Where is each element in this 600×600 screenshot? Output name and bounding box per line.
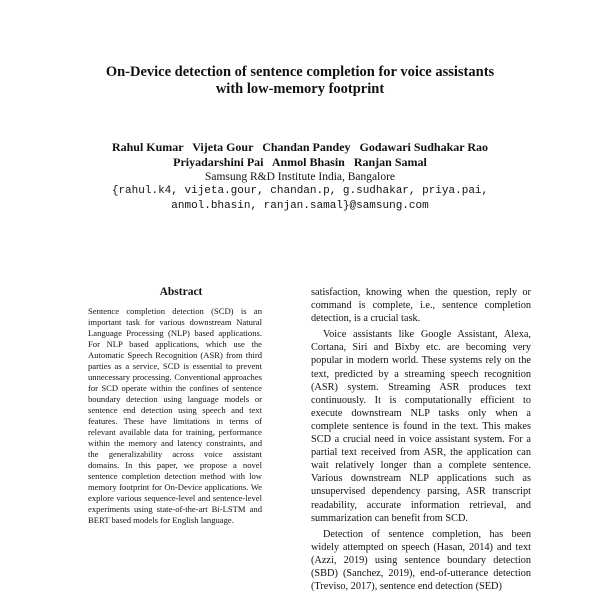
title-line-1: On-Device detection of sentence completion for voice assistants [105,64,495,80]
abstract-body: Sentence completion detection (SCD) is an important task for various downstream Natural Language Processing (NLP) based applications. For NLP based applications, which use the Automatic Speech Recognition (ASR) from third parties as a service, SCD is essential to prevent unnecessary processing. Conventional approaches for SCD operate within the confines of sentence boundary detection using language models or sentence end detection using speech and text features. These have limitations in terms of relevant available data for training, performance within the memory and latency constraints, and the generalizability across voice assistant domains. In this paper, we propose a novel sentence completion detection method with low memory footprint for On-Device applications. We explore various sequence-level and sentence-level experiments using state-of-the-art Bi-LSTM and BERT based models for English language. [88,306,262,525]
intro-paragraph-3: Detection of sentence completion, has been widely attempted on speech (Hasan, 2014) and text (Azzi, 2019) using sentence boundary detection (SBD) (Sanchez, 2019), end-of-utterance detection (Treviso, 2017), sentence end detection (SED) [311,528,531,593]
intro-column [311,286,531,593]
author-list [60,140,540,170]
title-line-2: with low-memory footprint [215,81,385,97]
abstract-heading: Abstract [159,286,203,298]
intro-paragraph-2: Voice assistants like Google Assistant, Alexa, Cortana, Siri and Bixby etc. are becoming very popular in modern world. These systems rely on the text, predicted by a streaming speech recognition (ASR) system. Streaming ASR produces text continuously. It is computationally efficient to execute downstream NLP tasks only when a complete sentence is found in the text. This makes SCD a crucial need in voice assistant system. For a partial text received from ASR, the application can wait relatively longer than a complete sentence. Various downstream NLP applications such as unsupervised dependency parsing, ASR transcript readability, accurate information retrieval, and summarization can benefit from SCD. [311,329,531,524]
author-emails: {rahul.k4, vijeta.gour, chandan.p, g.sudhakar, priya.pai, anmol.bhasin, ranjan.samal}@samsung.com [111,185,489,212]
affiliation: Samsung R&D Institute India, Bangalore [204,171,396,183]
paper-title [60,64,540,98]
intro-paragraph-1: satisfaction, knowing when the question, reply or command is complete, i.e., sentence completion detection, is a crucial task. [311,287,531,325]
authors-line-1: Rahul Kumar Vijeta Gour Chandan Pandey Godawari Sudhakar Rao [111,140,489,154]
authors-line-2: Priyadarshini Pai Anmol Bhasin Ranjan Samal [173,155,427,169]
